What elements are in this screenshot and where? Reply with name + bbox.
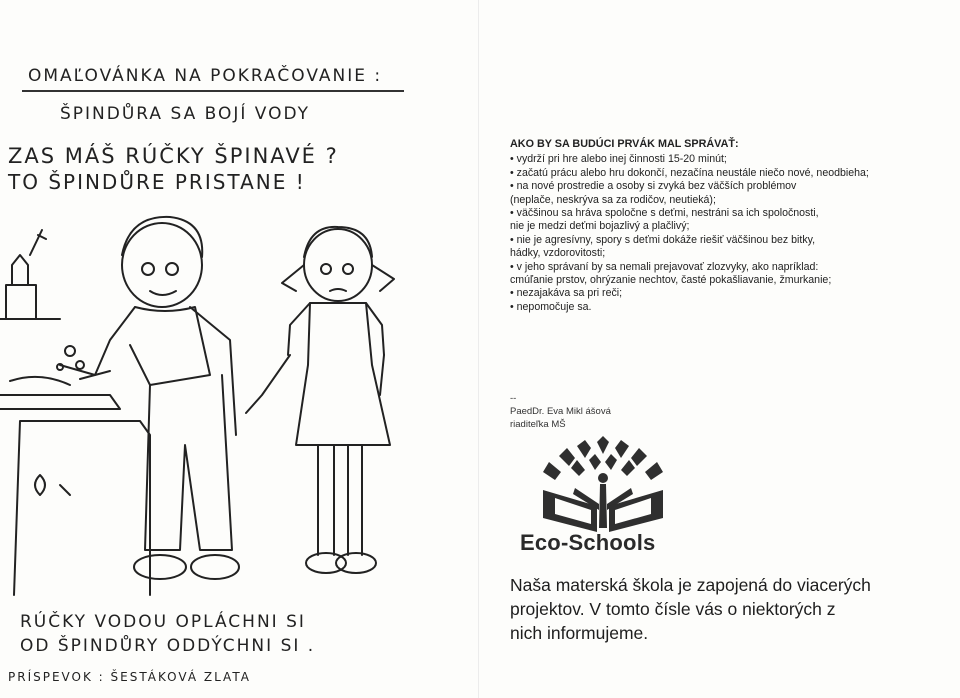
verse-bottom-line-2: OD ŠPINDŮRY ODDÝCHNI SI . bbox=[20, 636, 316, 656]
list-item: • nepomočuje sa. bbox=[510, 300, 592, 313]
coloring-subtitle: ŠPINDŮRA SA BOJÍ VODY bbox=[60, 104, 311, 124]
sink-icon bbox=[0, 346, 150, 595]
list-item: • začatú prácu alebo hru dokončí, nezačína neustále niečo nové, neodbieha; bbox=[510, 166, 869, 179]
cup-icon bbox=[0, 230, 60, 319]
signature-block bbox=[510, 392, 611, 431]
school-readiness-list bbox=[510, 138, 930, 314]
rules-heading: AKO BY SA BUDÚCI PRVÁK MAL SPRÁVAŤ: bbox=[510, 138, 739, 150]
info-paragraph bbox=[510, 573, 920, 645]
paragraph-line-2: projektov. V tomto čísle vás o niektorých z bbox=[510, 599, 836, 619]
coloring-title: OMAĽOVÁNKA NA POKRAČOVANIE : bbox=[28, 66, 383, 86]
contributor-credit: PRÍSPEVOK : ŠESTÁKOVÁ ZLATA bbox=[8, 670, 251, 684]
girl-figure bbox=[246, 227, 394, 573]
list-item: • nie je agresívny, spory s deťmi dokáže riešiť väčšinou bez bitky, hádky, vzdorovitosti; bbox=[510, 233, 816, 260]
list-item: • nezajakáva sa pri reči; bbox=[510, 287, 623, 300]
verse-line-2: TO ŠPINDŮRE PRISTANE ! bbox=[8, 170, 306, 194]
paragraph-line-1: Naša materská škola je zapojená do viacerých bbox=[510, 575, 871, 595]
title-underline bbox=[22, 90, 404, 92]
paragraph-line-3: nich informujeme. bbox=[510, 623, 649, 643]
signature-dash: -- bbox=[510, 393, 517, 404]
signature-role: riaditeľka MŠ bbox=[510, 419, 566, 430]
left-page bbox=[0, 0, 470, 698]
verse-line-1: ZAS MÁŠ RÚČKY ŠPINAVÉ ? bbox=[8, 144, 339, 168]
coloring-illustration bbox=[0, 195, 460, 605]
list-item: • väčšinou sa hráva spoločne s deťmi, nestráni sa ich spoločnosti, nie je medzi deťmi bojazlivý a plačlivý; bbox=[510, 207, 819, 233]
eco-schools-logo-text: Eco-Schools bbox=[520, 530, 656, 555]
list-item: • na nové prostredie a osoby si zvyká bez väčších problémov (neplače, neskrýva sa za rodičov, neutieká); bbox=[510, 180, 797, 206]
signature-name: PaedDr. Eva Mikl ášová bbox=[510, 406, 611, 417]
list-item: • vydrží pri hre alebo inej činnosti 15-20 minút; bbox=[510, 153, 727, 166]
verse-bottom-line-1: RÚČKY VODOU OPLÁCHNI SI bbox=[20, 612, 306, 632]
list-item: • v jeho správaní by sa nemali prejavovať zlozvyky, ako napríklad: cmúľanie prstov, ohrýzanie nechtov, časté pokašliavanie, žmurkanie; bbox=[510, 260, 832, 287]
